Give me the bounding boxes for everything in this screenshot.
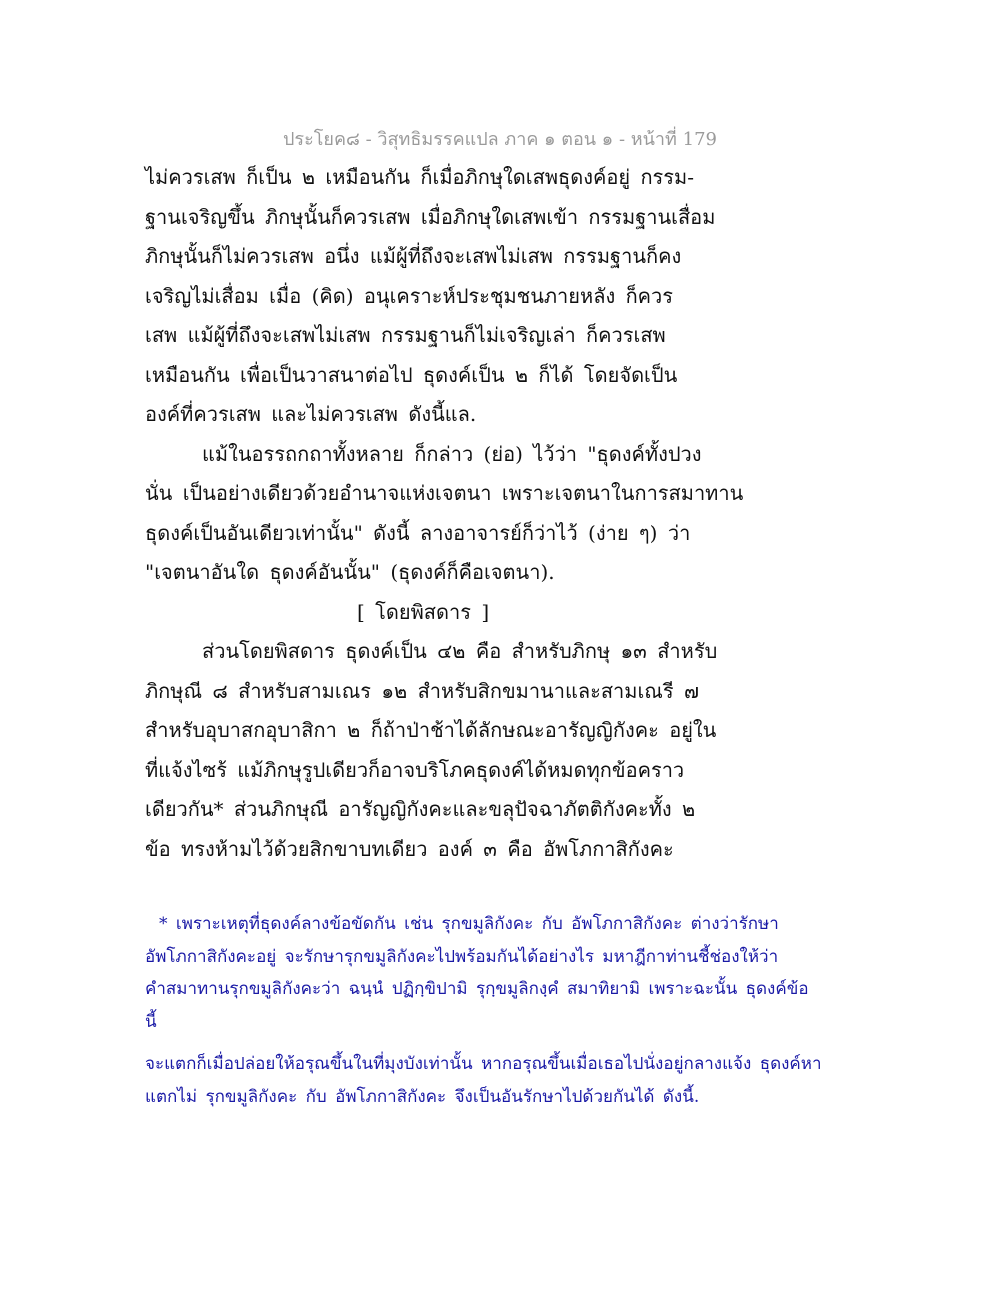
footnote-line: อัพโภกาสิกังคะอยู่ จะรักษารุกขมูลิกังคะไปพร้อมกันได้อย่างไร มหาฎีกาท่านชี้ช่องให้ว่า (145, 946, 779, 967)
footnote (145, 908, 865, 1113)
text-line: "เจตนาอันใด ธุดงค์อันนั้น" (ธุดงค์ก็คือเจตนา). (145, 560, 555, 584)
footnote-line: * เพราะเหตุที่ธุดงค์ลางข้อขัดกัน เช่น รุกขมูลิกังคะ กับ อัพโภกาสิกังคะ ต่างว่ารักษา (159, 914, 779, 934)
text-line: นั่น เป็นอย่างเดียวด้วยอำนาจแห่งเจตนา เพราะเจตนาในการสมาทาน (145, 481, 744, 505)
text-line: เจริญไม่เสื่อม เมื่อ (คิด) อนุเคราะห์ประชุมชนภายหลัง ก็ควร (145, 283, 674, 308)
paragraph-start-line: แม้ในอรรถกถาทั้งหลาย ก็กล่าว (ย่อ) ไว้ว่า "ธุดงค์ทั้งปวง (202, 441, 702, 466)
text-line: ข้อ ทรงห้ามไว้ด้วยสิกขาบทเดียว องค์ ๓ คือ อัพโภกาสิกังคะ (145, 836, 674, 861)
section-heading: [ โดยพิสดาร ] (357, 599, 490, 624)
paragraph-start-line: ส่วนโดยพิสดาร ธุดงค์เป็น ๔๒ คือ สำหรับภิกษุ ๑๓ สำหรับ (202, 639, 718, 663)
main-text (145, 158, 865, 869)
text-line: องค์ที่ควรเสพ และไม่ควรเสพ ดังนี้แล. (145, 402, 477, 426)
text-line: ฐานเจริญขึ้น ภิกษุนั้นก็ควรเสพ เมื่อภิกษุใดเสพเข้า กรรมฐานเสื่อม (145, 204, 716, 229)
footnote-line: คำสมาทานรุกขมูลิกังคะว่า ฉนฺนํ ปฏิกฺขิปามิ รุกฺขมูลิกงฺคํ สมาทิยามิ เพราะฉะนั้น ธุดงค์ข้อ (145, 979, 809, 999)
text-line: เดียวกัน* ส่วนภิกษุณี อารัญญิกังคะและขลุปัจฉาภัตติกังคะทั้ง ๒ (145, 797, 696, 821)
text-line: ธุดงค์เป็นอันเดียวเท่านั้น" ดังนี้ ลางอาจารย์ก็ว่าไว้ (ง่าย ๆ) ว่า (145, 520, 691, 545)
footnote-line: นี้ (145, 1011, 157, 1032)
page-header: ประโยค๘ - วิสุทธิมรรคแปล ภาค ๑ ตอน ๑ - หน้าที่ 179 (283, 129, 717, 150)
text-line: ภิกษุนั้นก็ไม่ควรเสพ อนึ่ง แม้ผู้ที่ถึงจะเสพไม่เสพ กรรมฐานก็คง (145, 244, 682, 268)
text-line: สำหรับอุบาสกอุบาสิกา ๒ ก็ถ้าป่าช้าได้ลักษณะอารัญญิกังคะ อยู่ใน (145, 718, 717, 742)
footnote-line: จะแตกก็เมื่อปล่อยให้อรุณขึ้นในที่มุงบังเท่านั้น หากอรุณขึ้นเมื่อเธอไปนั่งอยู่กลางแจ้ง ธุดงค์หา (145, 1054, 822, 1074)
text-line: เสพ แม้ผู้ที่ถึงจะเสพไม่เสพ กรรมฐานก็ไม่เจริญเล่า ก็ควรเสพ (145, 323, 666, 347)
footnote-line: แตกไม่ รุกขมูลิกังคะ กับ อัพโภกาสิกังคะ จึงเป็นอันรักษาไปด้วยกันได้ ดังนี้. (145, 1086, 700, 1107)
text-line: เหมือนกัน เพื่อเป็นวาสนาต่อไป ธุดงค์เป็น ๒ ก็ได้ โดยจัดเป็น (145, 362, 678, 387)
text-line: ภิกษุณี ๘ สำหรับสามเณร ๑๒ สำหรับสิกขมานาและสามเณรี ๗ (145, 678, 699, 703)
text-line: ที่แจ้งไซร้ แม้ภิกษุรูปเดียวก็อาจบริโภคธุดงค์ได้หมดทุกข้อคราว (145, 757, 685, 782)
text-line: ไม่ควรเสพ ก็เป็น ๒ เหมือนกัน ก็เมื่อภิกษุใดเสพธุดงค์อยู่ กรรม- (145, 165, 694, 189)
